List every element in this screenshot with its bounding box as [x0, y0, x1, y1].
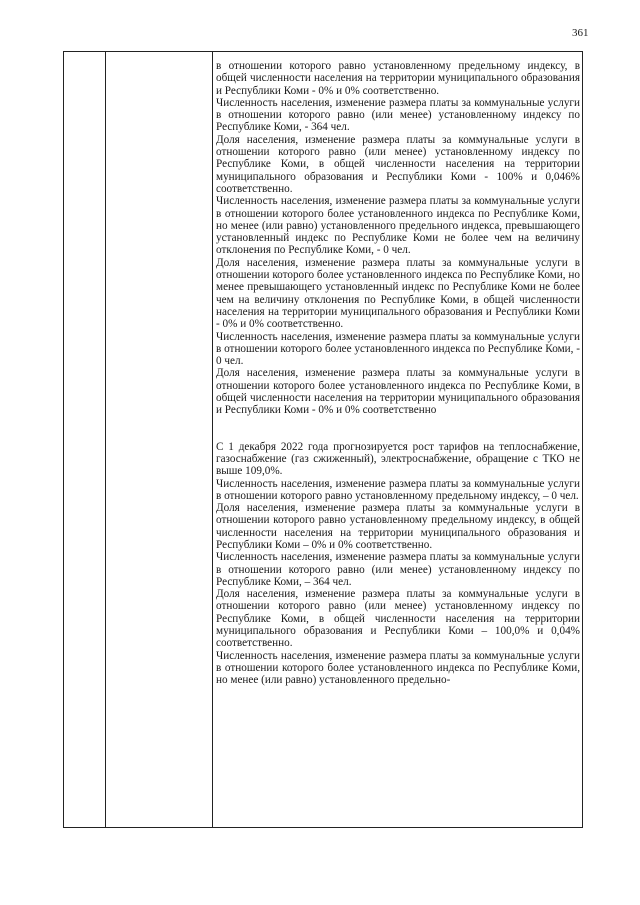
column-divider [105, 52, 106, 827]
paragraph: Доля населения, изменение размера платы за коммунальные услуги в отношении которого более установленного индекса по Республике Коми, в общей численности населения на территории муниципального образования и Республики Коми - 0% и 0% соответственно [216, 367, 580, 417]
paragraph: Численность населения, изменение размера платы за коммунальные услуги в отношении которого равно (или менее) установленному индексу по Республике Коми, - 364 чел. [216, 96, 580, 134]
paragraph: Численность населения, изменение размера платы за коммунальные услуги в отношении которого более установленного индекса по Республике Коми, но менее (или равно) установленного предельно- [216, 649, 580, 687]
blank-line [216, 417, 580, 441]
paragraph: Численность населения, изменение размера платы за коммунальные услуги в отношении которого равно установленному предельному индексу, – 0 чел. [216, 477, 580, 502]
paragraph: Доля населения, изменение размера платы за коммунальные услуги в отношении которого более установленного индекса по Республике Коми, но менее превышающего установленный индекс по Республике Коми не более чем на величину отклонения по Республике Коми, в общей численности населения на территории муниципального образования и Республики Коми - 0% и 0% соответственно. [216, 256, 580, 331]
paragraph: в отношении которого равно установленному предельному индексу, в общей численности населения на территории муниципального образования и Республики Коми - 0% и 0% соответственно. [216, 60, 580, 97]
column-divider [212, 52, 213, 827]
paragraph: Доля населения, изменение размера платы за коммунальные услуги в отношении которого равно (или менее) установленному индексу по Республике Коми, в общей численности населения на территории муниципального образования и Республики Коми - 100% и 0,046% соответственно. [216, 133, 580, 195]
paragraph: Численность населения, изменение размера платы за коммунальные услуги в отношении которого более установленного индекса по Республике Коми, - 0 чел. [216, 330, 580, 368]
paragraph: Численность населения, изменение размера платы за коммунальные услуги в отношении которого более установленного индекса по Республике Коми, но менее (или равно) установленного предельного индекса, превышающего установленный индекс по Республике Коми не более чем на величину отклонения по Республике Коми, - 0 чел. [216, 195, 580, 257]
table-cell-text [216, 60, 580, 687]
paragraph: С 1 декабря 2022 года прогнозируется рост тарифов на теплоснабжение, газоснабжение (газ сжиженный), электроснабжение, обращение с ТКО не выше 109,0%. [216, 440, 580, 478]
paragraph: Численность населения, изменение размера платы за коммунальные услуги в отношении которого равно (или менее) установленному индексу по Республике Коми, – 364 чел. [216, 551, 580, 588]
paragraph: Доля населения, изменение размера платы за коммунальные услуги в отношении которого равно установленному предельному индексу, в общей численности населения на территории муниципального образования и Республики Коми – 0% и 0% соответственно. [216, 502, 580, 551]
page-number: 361 [572, 27, 589, 39]
table-frame [63, 51, 583, 828]
paragraph: Доля населения, изменение размера платы за коммунальные услуги в отношении которого равно (или менее) установленному индексу по Республике Коми, в общей численности населения на территории муниципального образования и Республики Коми – 100,0% и 0,04% соответственно. [216, 588, 580, 650]
